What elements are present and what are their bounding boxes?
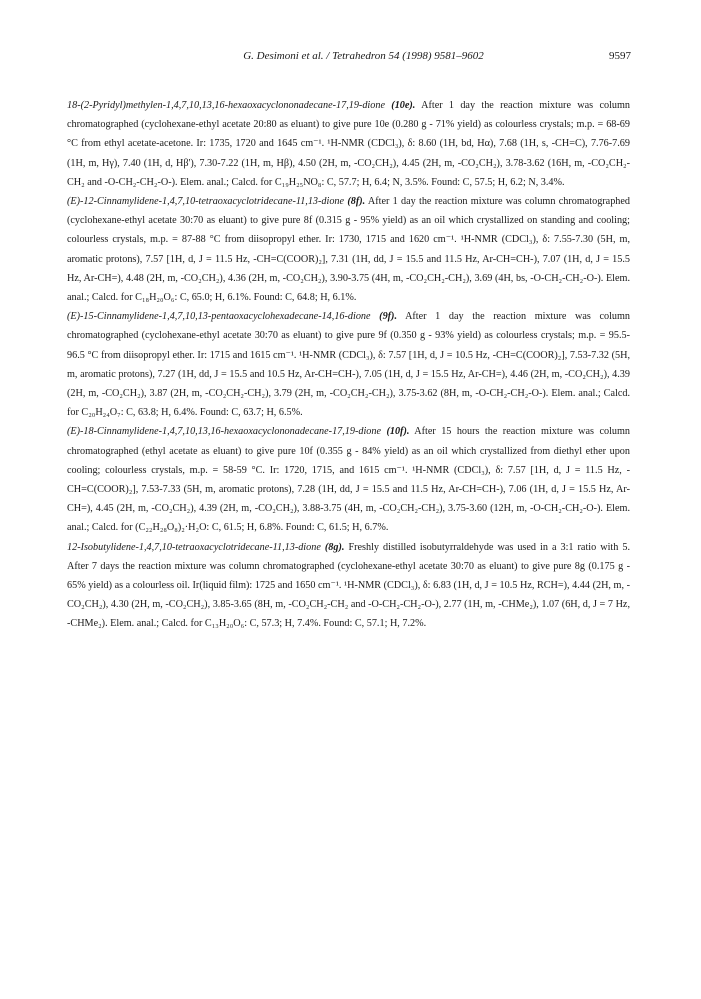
compound-title: (E)-18-Cinnamylidene-1,4,7,10,13,16-hexaoxacyclononadecane-17,19-dione — [67, 426, 382, 438]
experimental-section — [67, 96, 630, 634]
compound-entry-10e — [67, 96, 630, 192]
compound-procedure: After 1 day the reaction mixture was column chromatographed (cyclohexane-ethyl acetate 30:70 as eluant) to give pure 8f (0.315 g - 95% yield) as an oil which crystallized on standing and cooling; colourless crystals, m.p. = 87-88 °C from diisopropyl ether. Ir: 1730, 1715 and 1620 cm⁻¹. ¹H-NMR (CDCl₃), δ: 7.55-7.30 (5H, m, aromatic protons), 7.57 [1H, d, J = 11.5 Hz, -CH=C(COOR)₂], 7.31 (1H, dd, J = 15.5 and 11.5 Hz, Ar-CH=CH-), 7.07 (1H, d, J = 15.5 Hz, Ar-CH=), 4.48 (2H, m, -CO₂CH₂), 4.36 (2H, m, -CO₂CH₂), 3.90-3.75 (4H, m, -CO₂CH₂-CH₂), 3.69 (4H, bs, -O-CH₂-CH₂-O-). Elem. anal.; Calcd. for C₁₈H₂₀O₆: C, 65.0; H, 6.1%. Found: C, 64.8; H, 6.1%. — [67, 196, 631, 304]
compound-entry-10f — [67, 422, 630, 537]
compound-title: (E)-12-Cinnamylidene-1,4,7,10-tetraoxacyclotridecane-11,13-dione — [67, 196, 345, 208]
page-header — [96, 50, 631, 66]
compound-code: (8g). — [324, 541, 345, 553]
running-title: G. Desimoni et al. / Tetrahedron 54 (1998) 9581–9602 — [243, 50, 484, 62]
compound-procedure: Freshly distilled isobutyrraldehyde was used in a 3:1 ratio with 5. After 7 days the reaction mixture was column chromatographed (cyclohexane-ethyl acetate 30:70 as eluant) to give pure 8g (0.175 g - 65% yield) as a colourless oil. Ir(liquid film): 1725 and 1650 cm⁻¹. ¹H-NMR (CDCl₃), δ: 6.83 (1H, d, J = 10.5 Hz, RCH=), 4.44 (2H, m, -CO₂CH₂), 4.30 (2H, m, -CO₂CH₂), 3.85-3.65 (8H, m, -CO₂CH₂-CH₂ and -O-CH₂-CH₂-O-), 2.77 (1H, m, -CHMe₂), 1.07 (6H, d, J = 7 Hz, -CHMe₂). Elem. anal.; Calcd. for C₁₃H₂₀O₆: C, 57.3; H, 7.4%. Found: C, 57.1; H, 7.2%. — [67, 541, 631, 630]
compound-code: (10f). — [386, 426, 410, 438]
compound-code: (9f). — [379, 311, 397, 323]
compound-procedure: After 1 day the reaction mixture was column chromatographed (cyclohexane-ethyl acetate 20:80 as eluant) to give pure 10e (0.280 g - 71% yield) as colourless crystals; m.p. = 68-69 °C from ethyl acetate-acetone. Ir: 1735, 1720 and 1645 cm⁻¹. ¹H-NMR (CDCl₃), δ: 8.60 (1H, bd, Hα), 7.68 (1H, s, -CH=C), 7.76-7.69 (1H, m, Hγ), 7.40 (1H, d, Hβ'), 7.30-7.22 (1H, m, Hβ), 4.50 (2H, m, -CO₂CH₂), 4.45 (2H, m, -CO₂CH₂), 3.78-3.62 (16H, m, -CO₂CH₂-CH₂ and -O-CH₂-CH₂-O-). Elem. anal.; Calcd. for C₁₉H₂₅NO₈: C, 57.7; H, 6.4; N, 3.5%. Found: C, 57.5; H, 6.2; N, 3.4%. — [67, 100, 631, 188]
page-number: 9597 — [609, 50, 631, 62]
compound-procedure: After 1 day the reaction mixture was column chromatographed (cyclohexane-ethyl acetate 30:70 as eluant) to give pure 9f (0.350 g - 93% yield) as colourless crystals; m.p. = 95.5-96.5 °C from diisopropyl ether. Ir: 1715 and 1615 cm⁻¹. ¹H-NMR (CDCl₃), δ: 7.57 [1H, d, J = 10.5 Hz, -CH=C(COOR)₂], 7.53-7.32 (5H, m, aromatic protons), 7.27 (1H, dd, J = 15.5 and 10.5 Hz, Ar-CH=CH-), 7.05 (1H, d, J = 15.5 Hz, Ar-CH=), 4.46 (2H, m, -CO₂CH₂), 4.39 (2H, m, -CO₂CH₂), 3.87 (2H, m, -CO₂CH₂-CH₂), 3.79 (2H, m, -CO₂CH₂-CH₂), 3.75-3.62 (8H, m, -O-CH₂-CH₂-O-). Elem. anal.; Calcd. for C₂₀H₂₄O₇: C, 63.8; H, 6.4%. Found: C, 63.7; H, 6.5%. — [67, 311, 631, 419]
compound-code: (8f). — [347, 196, 366, 208]
compound-title: 18-(2-Pyridyl)methylen-1,4,7,10,13,16-hexaoxacyclononadecane-17,19-dione — [67, 100, 385, 111]
compound-procedure: After 15 hours the reaction mixture was column chromatographed (ethyl acetate as eluant) to give pure 10f (0.355 g - 84% yield) as an oil which crystallized from diethyl ether upon cooling; colourless crystals, m.p. = 58-59 °C. Ir: 1720, 1715, and 1615 cm⁻¹. ¹H-NMR (CDCl₃), δ: 7.57 [1H, d, J = 11.5 Hz, -CH=C(COOR)₂], 7.53-7.33 (5H, m, aromatic protons), 7.28 (1H, dd, J = 15.5 and 11.5 Hz, Ar-CH=CH-), 7.06 (1H, d, J = 15.5 Hz, Ar-CH=), 4.45 (2H, m, -CO₂CH₂), 4.39 (2H, m, -CO₂CH₂), 3.88-3.75 (4H, m, -CO₂CH₂-CH₂), 3.75-3.60 (12H, m, -O-CH₂-CH₂-O-). Elem. anal.; Calcd. for (C₂₂H₂₈O₈)₂·H₂O: C, 61.5; H, 6.8%. Found: C, 61.5; H, 6.7%. — [67, 426, 631, 534]
compound-entry-8f — [67, 192, 630, 307]
compound-entry-8g — [67, 538, 630, 634]
compound-title: 12-Isobutylidene-1,4,7,10-tetraoxacyclotridecane-11,13-dione — [67, 541, 321, 553]
compound-entry-9f — [67, 307, 630, 422]
compound-title: (E)-15-Cinnamylidene-1,4,7,10,13-pentaoxacyclohexadecane-14,16-dione — [67, 311, 371, 323]
compound-code: (10e). — [391, 100, 416, 111]
